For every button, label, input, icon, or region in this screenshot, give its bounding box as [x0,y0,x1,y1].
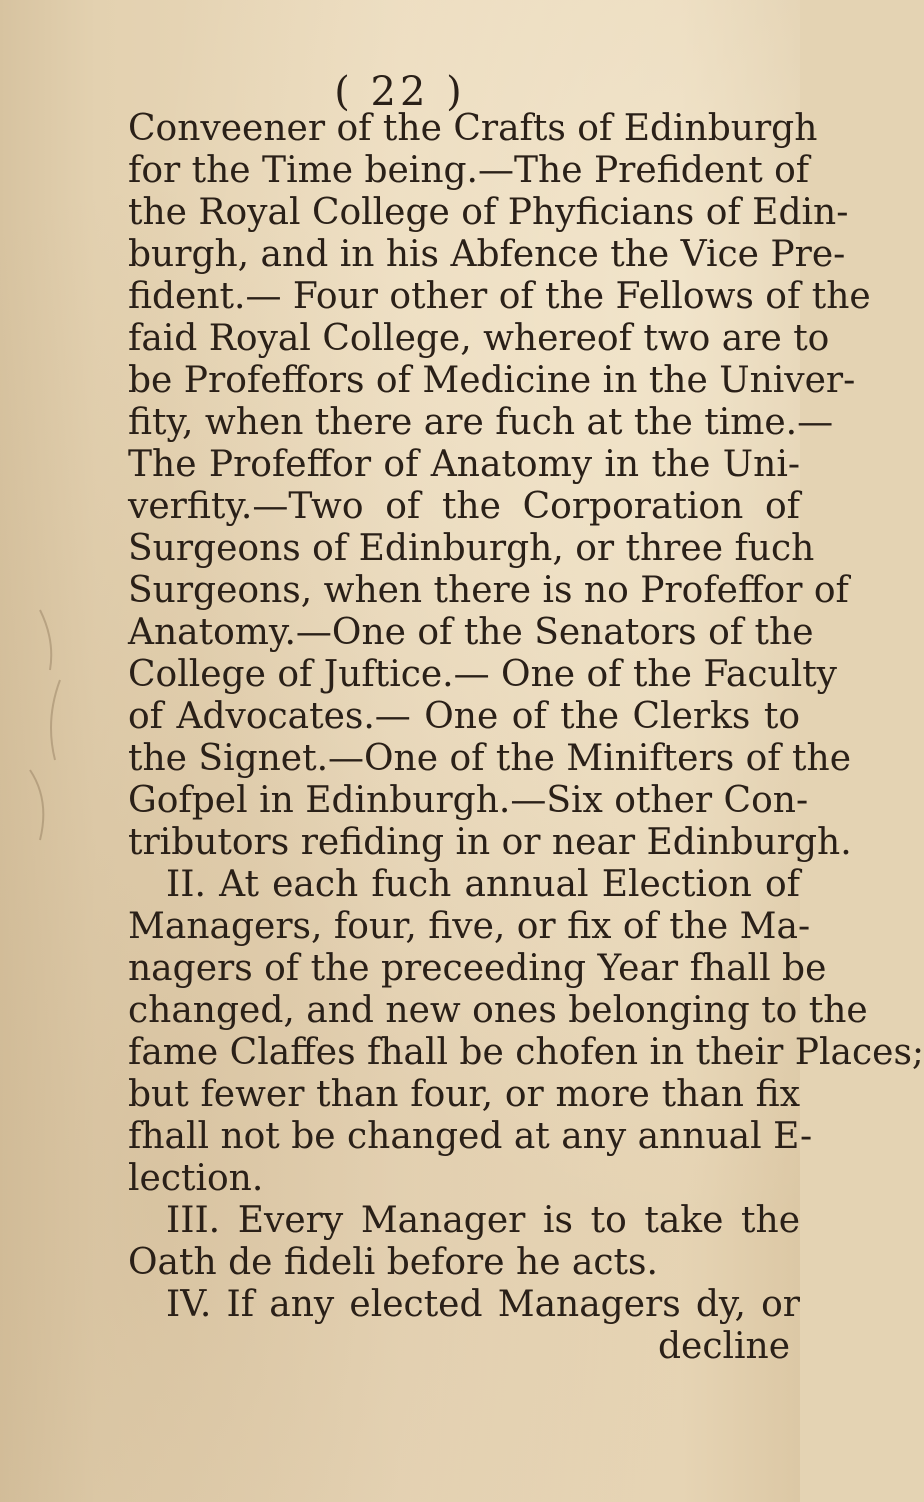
text-line: fame Claffes fhall be chofen in their Places; [128,1032,924,1073]
text-line: fhall not be changed at any annual E- [128,1116,813,1157]
paragraph-start-line: II. At each fuch annual Election of [166,864,800,905]
text-line: Anatomy.—One of the Senators of the [128,612,814,653]
bleed-through-marks [0,580,90,880]
text-line: Managers, four, five, or fix of the Ma- [128,906,811,947]
text-line: Surgeons of Edinburgh, or three fuch [128,528,815,569]
text-line: fity, when there are fuch at the time.— [128,402,834,443]
text-line: the Signet.—One of the Minifters of the [128,738,852,779]
paragraph-start-line: III. Every Manager is to take the [166,1200,800,1241]
text-line: verfity.—Two of the Corporation of [128,486,800,527]
text-line: College of Juftice.— One of the Faculty [128,654,838,695]
text-line: burgh, and in his Abfence the Vice Pre- [128,234,846,275]
paragraph-start-line: IV. If any elected Managers dy, or [166,1284,800,1325]
text-line: Conveener of the Crafts of Edinburgh [128,108,818,149]
text-line: be Profeffors of Medicine in the Univer- [128,360,856,401]
text-line: fident.— Four other of the Fellows of the [128,276,871,317]
text-line: tributors refiding in or near Edinburgh. [128,822,852,863]
text-line: faid Royal College, whereof two are to [128,318,830,359]
page-number: ( 22 ) [334,69,466,115]
text-line: of Advocates.— One of the Clerks to [128,696,800,737]
text-line: but fewer than four, or more than fix [128,1074,800,1115]
text-line: lection. [128,1158,264,1199]
catchword: decline [657,1326,790,1367]
text-line: Oath de fideli before he acts. [128,1242,658,1283]
text-line: nagers of the preceeding Year fhall be [128,948,827,989]
text-line: the Royal College of Phyficians of Edin- [128,192,849,233]
text-line: for the Time being.—The Prefident of [128,150,810,191]
text-line: Gofpel in Edinburgh.—Six other Con- [128,780,809,821]
text-line: The Profeffor of Anatomy in the Uni- [128,444,800,485]
text-line: changed, and new ones belonging to the [128,990,868,1031]
body-text [128,108,924,1368]
text-line: Surgeons, when there is no Profeffor of [128,570,849,611]
